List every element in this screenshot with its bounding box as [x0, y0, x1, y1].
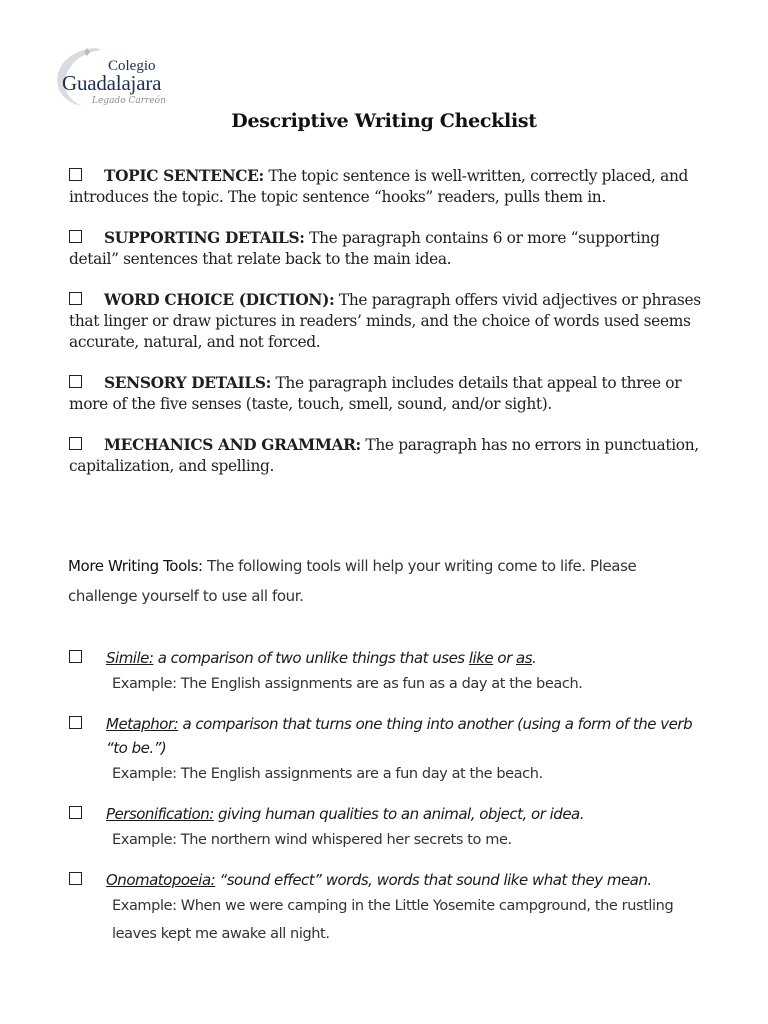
criterion-label: SENSORY DETAILS: — [104, 374, 271, 392]
definition-text: a comparison that turns one thing into another (using a form of the verb “to be.”) — [106, 715, 693, 757]
page-title: Descriptive Writing Checklist — [231, 110, 537, 132]
checkbox[interactable] — [69, 806, 82, 819]
device-example: Example: When we were camping in the Little Yosemite campground, the rustling leaves kept me awake all night. — [112, 898, 674, 942]
tools-text: The following tools will help your writing come to life. Please challenge yourself to use all four. — [68, 557, 637, 605]
criterion-text: The paragraph contains 6 or more “supporting detail” sentences that relate back to the main idea. — [69, 229, 660, 268]
logo-line-2: Guadalajara — [62, 71, 162, 95]
checkbox[interactable] — [69, 168, 82, 181]
checkbox[interactable] — [69, 872, 82, 885]
literary-devices-list — [69, 646, 709, 962]
criterion-label: SUPPORTING DETAILS: — [104, 229, 305, 247]
logo-signature: Legado Carreón — [92, 96, 166, 106]
writing-tools-intro — [68, 551, 688, 611]
checkbox[interactable] — [69, 437, 82, 450]
device-simile — [69, 646, 709, 698]
device-example: Example: The English assignments are a fun day at the beach. — [112, 766, 543, 782]
device-definition — [106, 712, 709, 760]
criterion-label: TOPIC SENTENCE: — [104, 167, 264, 185]
device-term: Metaphor: — [106, 715, 179, 733]
criterion-text: The paragraph has no errors in punctuation, capitalization, and spelling. — [69, 436, 699, 475]
checkbox[interactable] — [69, 375, 82, 388]
device-definition — [106, 802, 709, 826]
checkbox[interactable] — [69, 650, 82, 663]
criterion-label: MECHANICS AND GRAMMAR: — [104, 436, 361, 454]
device-term: Simile: — [106, 649, 154, 667]
criterion-text: The topic sentence is well-written, correctly placed, and introduces the topic. The topic sentence “hooks” readers, pulls them in. — [69, 167, 689, 206]
device-example: Example: The English assignments are as fun as a day at the beach. — [112, 676, 583, 692]
definition-text: a comparison of two unlike things that uses — [153, 649, 469, 667]
criteria-list — [69, 166, 709, 497]
checkbox[interactable] — [69, 716, 82, 729]
device-onomatopoeia — [69, 868, 709, 948]
device-definition — [106, 868, 709, 892]
device-term: Personification: — [106, 805, 214, 823]
checkbox[interactable] — [69, 292, 82, 305]
criterion-supporting-details — [69, 228, 709, 270]
definition-text: . — [532, 649, 537, 667]
device-example: Example: The northern wind whispered her secrets to me. — [112, 832, 512, 848]
criterion-text: The paragraph offers vivid adjectives or phrases that linger or draw pictures in readers’ minds, and the choice of words used seems accurate, natural, and not forced. — [69, 291, 701, 351]
checkbox[interactable] — [69, 230, 82, 243]
definition-keyword: as — [516, 649, 533, 667]
logo-line-1: Colegio — [108, 58, 156, 74]
definition-text: “sound effect” words, words that sound like what they mean. — [215, 871, 652, 889]
device-personification — [69, 802, 709, 854]
criterion-sensory-details — [69, 373, 709, 415]
criterion-topic-sentence — [69, 166, 709, 208]
criterion-mechanics — [69, 435, 709, 477]
definition-keyword: like — [468, 649, 494, 667]
device-definition — [106, 646, 709, 670]
tools-label: More Writing Tools: — [68, 557, 203, 575]
criterion-text: The paragraph includes details that appeal to three or more of the five senses (taste, touch, smell, sound, and/or sight). — [69, 374, 682, 413]
criterion-word-choice — [69, 290, 709, 353]
device-metaphor — [69, 712, 709, 788]
school-logo — [52, 44, 172, 110]
criterion-label: WORD CHOICE (DICTION): — [104, 291, 335, 309]
definition-text: or — [493, 649, 517, 667]
device-term: Onomatopoeia: — [106, 871, 216, 889]
definition-text: giving human qualities to an animal, object, or idea. — [213, 805, 585, 823]
